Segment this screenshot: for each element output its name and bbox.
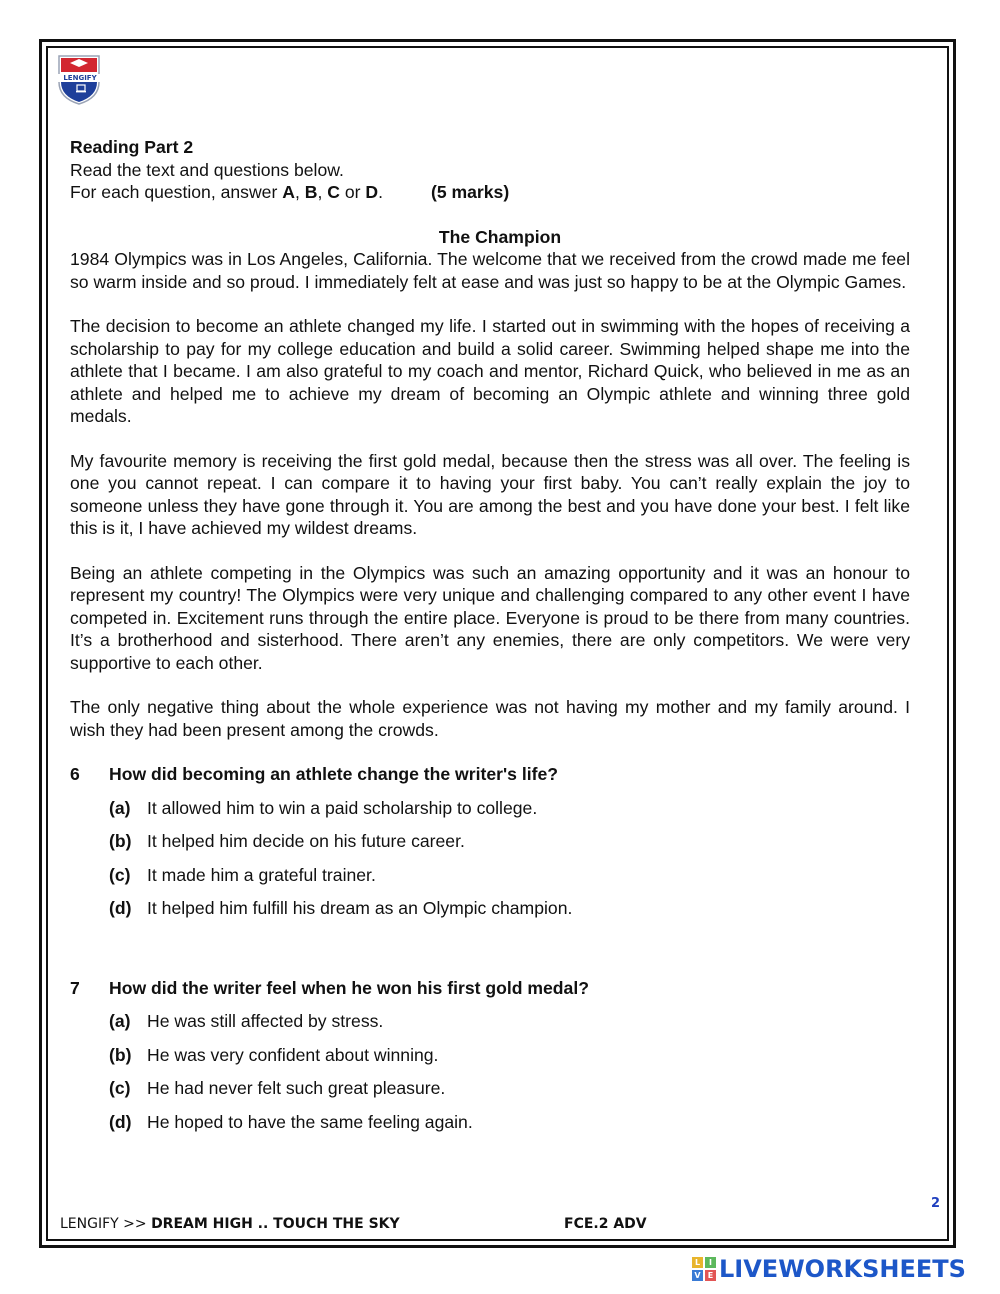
liveworksheets-watermark — [692, 1255, 966, 1283]
liveworksheets-logo-icon — [692, 1257, 716, 1281]
q6-option-b[interactable]: (b) It helped him decide on his future career. — [109, 831, 465, 851]
article-paragraph-3: My favourite memory is receiving the first gold medal, because then the stress was all over. The feeling is one you cannot repeat. I can compare it to having your first baby. You can’t really explain the joy to someone unless they have gone through it. You are among the best and you have done your best. I felt like this is it, I have achieved my wildest dreams. — [70, 450, 910, 538]
q6-option-c[interactable]: (c) It made him a grateful trainer. — [109, 864, 376, 885]
page-number: 2 — [931, 1196, 941, 1211]
q7-option-d[interactable]: (d) He hoped to have the same feeling again. — [109, 1111, 473, 1132]
logo-cell-v: V — [692, 1270, 703, 1281]
logo-cell-e: E — [705, 1270, 716, 1281]
q6-option-d[interactable]: (d) It helped him fulfill his dream as an Olympic champion. — [109, 898, 573, 918]
question-7 — [70, 977, 910, 1000]
footer-brand: LENGIFY >> DREAM HIGH .. TOUCH THE SKY — [60, 1216, 400, 1232]
article-paragraph-4: Being an athlete competing in the Olympics was such an amazing opportunity and it was an honour to represent my country! The Olympics were very unique and challenging compared to any other event I have competed in. Excitement runs through the entire place. Everyone is proud to be there from many countries. It’s a brotherhood and sisterhood. There aren’t any enemies, there are only competitors. We were very supportive to each other. — [70, 562, 910, 673]
instruction-line-1: Read the text and questions below. — [70, 159, 344, 180]
article-paragraph-2: The decision to become an athlete changed my life. I started out in swimming with the hopes of receiving a scholarship to pay for my college education and build a solid career. Swimming helped shape me into the athlete that I became. I am also grateful to my coach and mentor, Richard Quick, who believed in me as an athlete and helped me to achieve my dream of becoming an Olympic athlete and winning three gold medals. — [70, 316, 910, 426]
question-number: 7 — [70, 977, 80, 998]
footer-slogan: DREAM HIGH .. TOUCH THE SKY — [151, 1216, 400, 1232]
question-6 — [70, 763, 910, 786]
liveworksheets-text: LIVEWORKSHEETS — [719, 1255, 966, 1283]
logo-cell-l: L — [692, 1257, 703, 1268]
marks-label: (5 marks) — [430, 182, 510, 202]
worksheet-content — [70, 136, 910, 1133]
question-number: 6 — [70, 764, 80, 784]
article-title: The Champion — [438, 226, 562, 247]
footer-course: FCE.2 ADV — [564, 1216, 647, 1232]
section-heading: Reading Part 2 — [70, 137, 194, 157]
question-text: How did the writer feel when he won his first gold medal? — [109, 977, 589, 998]
question-text: How did becoming an athlete change the writer's life? — [109, 764, 558, 784]
q6-option-a[interactable]: (a) It allowed him to win a paid scholarship to college. — [109, 797, 538, 818]
q7-option-b[interactable]: (b) He was very confident about winning. — [109, 1044, 439, 1065]
logo-cell-i: I — [705, 1257, 716, 1268]
q7-option-a[interactable]: (a) He was still affected by stress. — [109, 1011, 384, 1031]
article-paragraph-5: The only negative thing about the whole experience was not having my mother and my family around. I wish they had been present among the crowds. — [70, 697, 910, 740]
article-paragraph-1: 1984 Olympics was in Los Angeles, California. The welcome that we received from the crowd made me feel so warm inside and so proud. I immediately felt at ease and was just so happy to be at the Olympic Games. — [70, 249, 910, 292]
q7-option-c[interactable]: (c) He had never felt such great pleasure. — [109, 1078, 446, 1098]
instruction-line-2: For each question, answer A, B, C or D. (5 marks) — [70, 182, 510, 202]
logo-text: LENGIFY — [57, 74, 103, 82]
